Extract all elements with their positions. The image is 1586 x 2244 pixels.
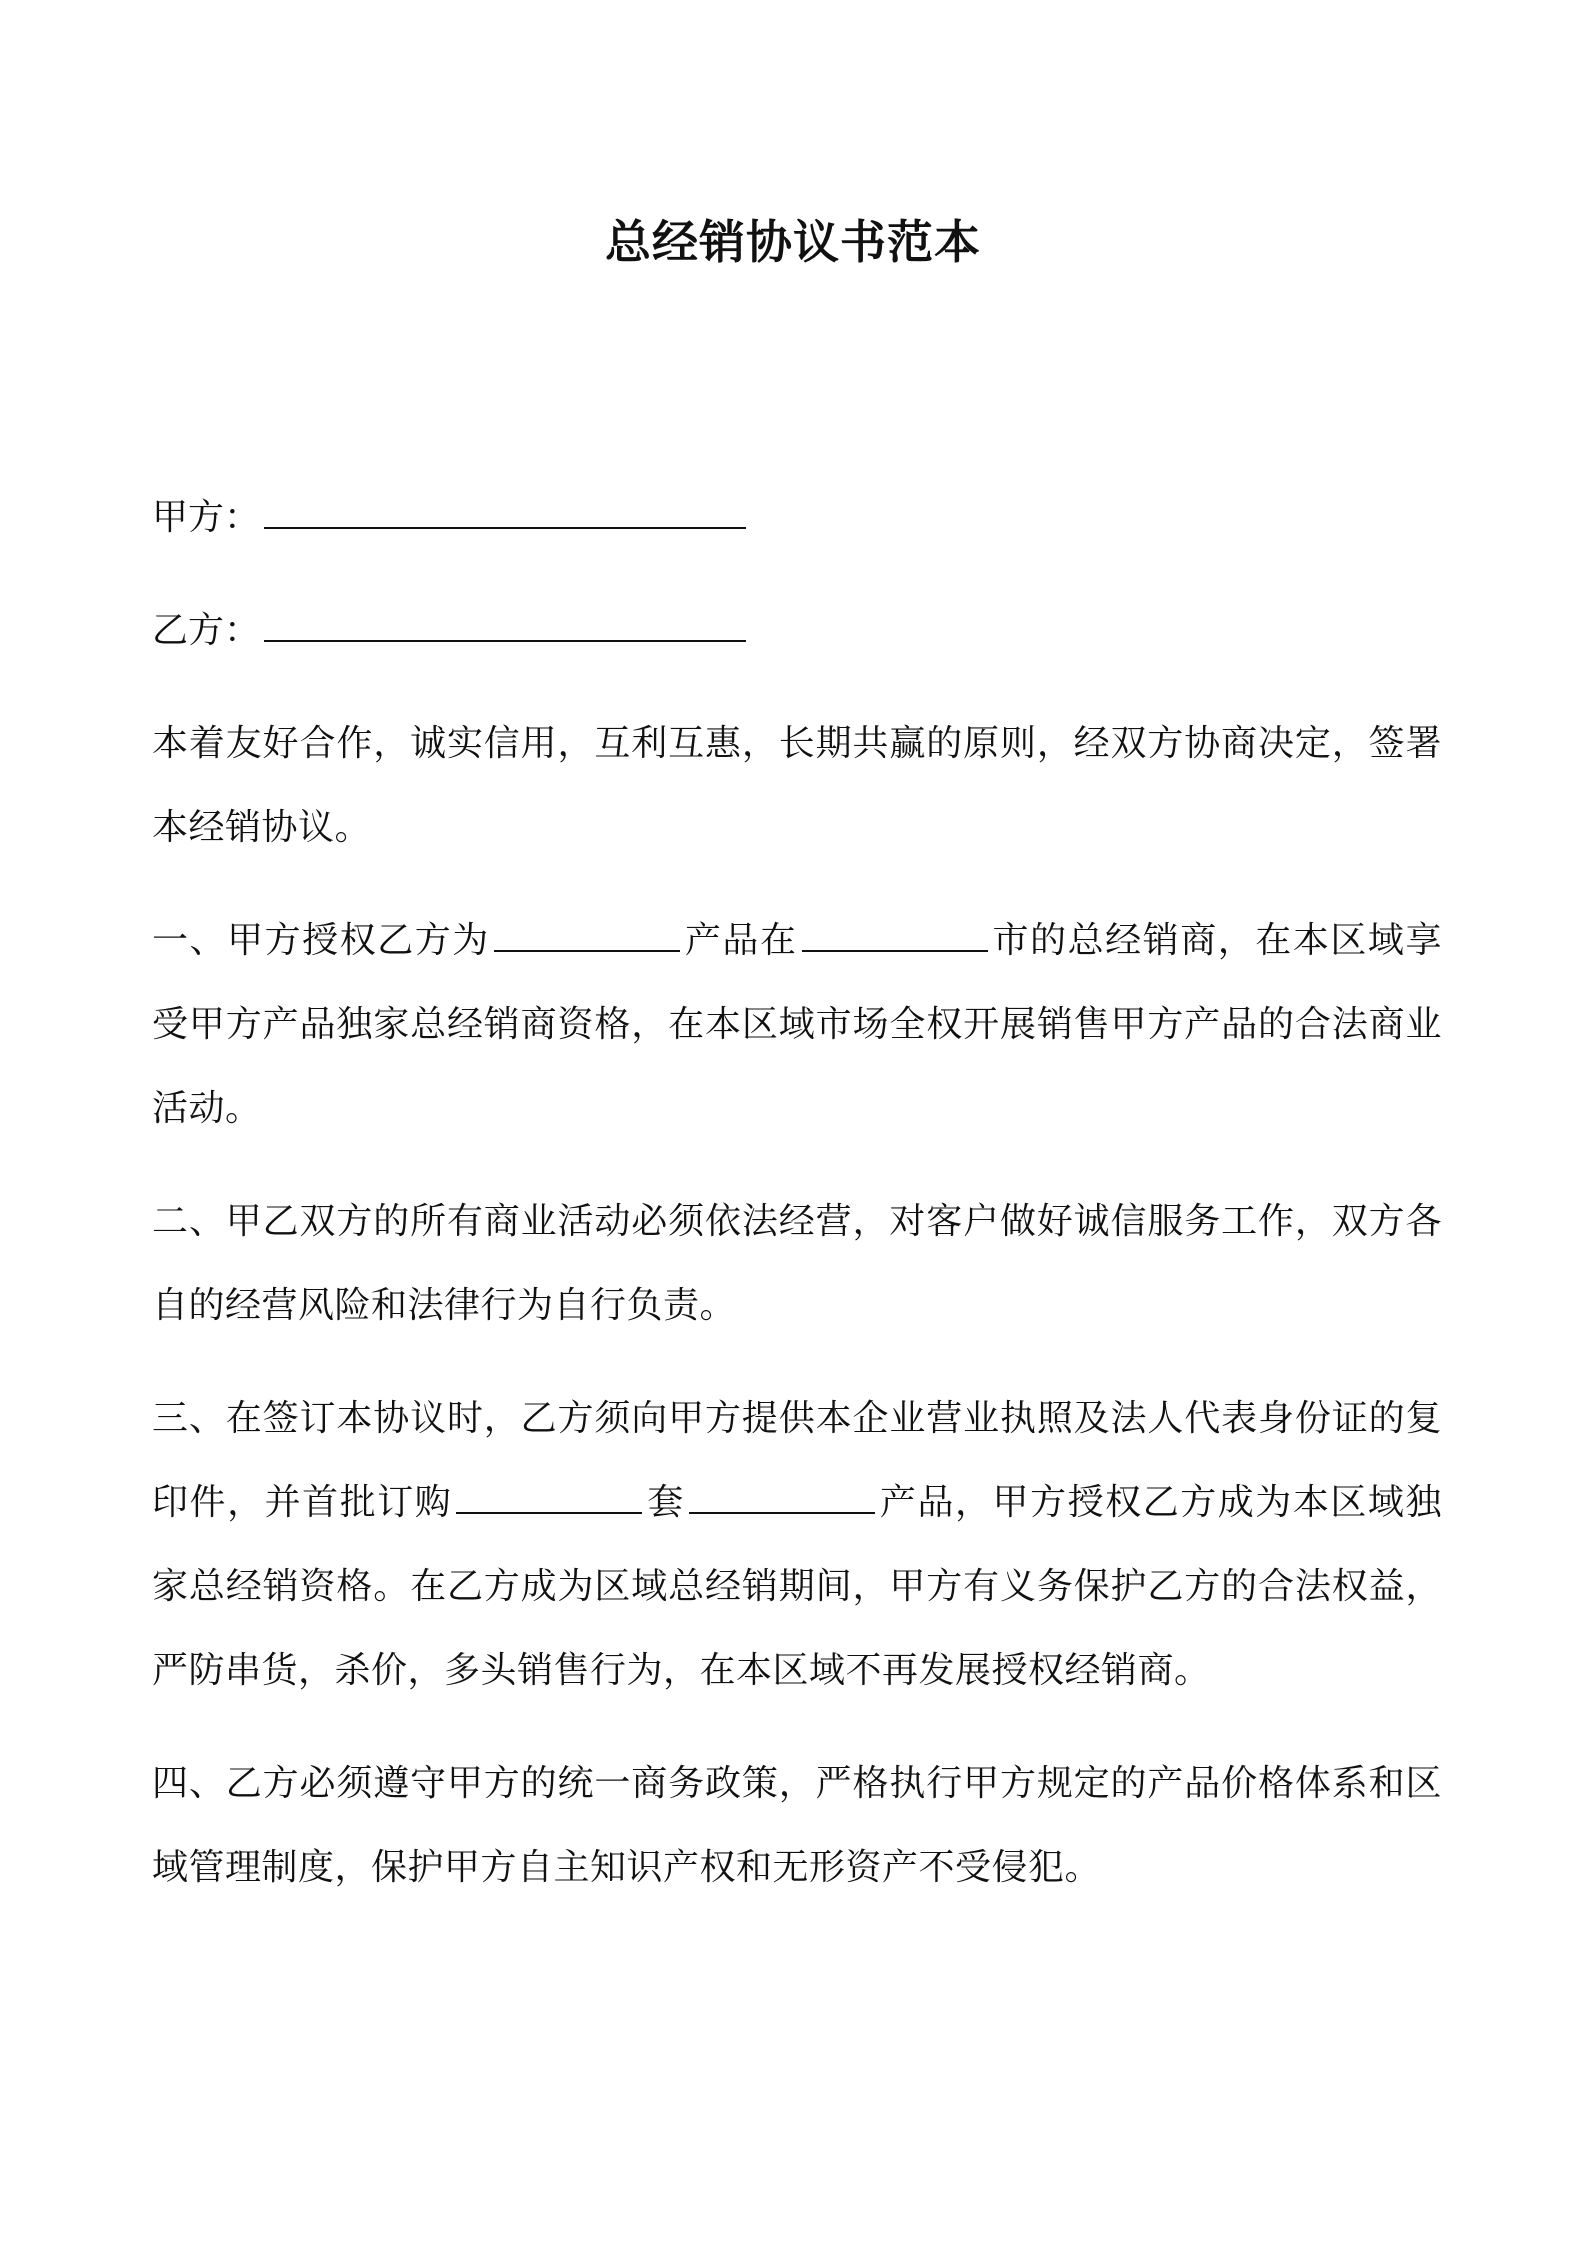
city-blank [802, 920, 988, 952]
clause-2: 二、甲乙双方的所有商业活动必须依法经营，对客户做好诚信服务工作，双方各自的经营风险和法律行为自行负责。 [152, 1201, 1442, 1326]
clause-1 [152, 899, 1442, 1151]
clause-4: 四、乙方必须遵守甲方的统一商务政策，严格执行甲方规定的产品价格体系和区域管理制度，保护甲方自主知识产权和无形资产不受侵犯。 [152, 1763, 1442, 1888]
party-a-blank [264, 497, 746, 529]
product-blank [494, 920, 680, 952]
clause-3-text-3: 产品，甲方授权乙方成为本区域独家总经销资格。在乙方成为区域总经销期间，甲方有义务保护乙方的合法权益，严防串货，杀价，多头销售行为，在本区域不再发展授权经销商。 [152, 1482, 1442, 1691]
party-b-label: 乙方： [152, 610, 261, 651]
document-body [152, 476, 1442, 1939]
document-title: 总经销协议书范本 [605, 215, 981, 269]
clause-1-text-3: 市的总经销商，在本区域享受甲方产品独家总经销商资格，在本区域市场全权开展销售甲方产品的合法商业活动。 [152, 920, 1442, 1129]
party-a-line [152, 476, 1442, 560]
quantity-blank [456, 1482, 642, 1514]
order-product-blank [689, 1482, 875, 1514]
clause-3-text-1: 三、在签订本协议时，乙方须向甲方提供本企业营业执照及法人代表身份证的复印件，并首批订购 [152, 1398, 1442, 1523]
party-b-line [152, 589, 1442, 673]
clause-1-text-2: 产品在 [683, 920, 798, 961]
party-b-blank [264, 610, 746, 642]
clause-3-text-2: 套 [646, 1482, 685, 1523]
party-a-label: 甲方： [152, 497, 261, 538]
clause-1-text-1: 一、甲方授权乙方为 [152, 920, 490, 961]
clause-3 [152, 1377, 1442, 1713]
intro-paragraph: 本着友好合作，诚实信用，互利互惠，长期共赢的原则，经双方协商决定，签署本经销协议。 [152, 723, 1442, 848]
